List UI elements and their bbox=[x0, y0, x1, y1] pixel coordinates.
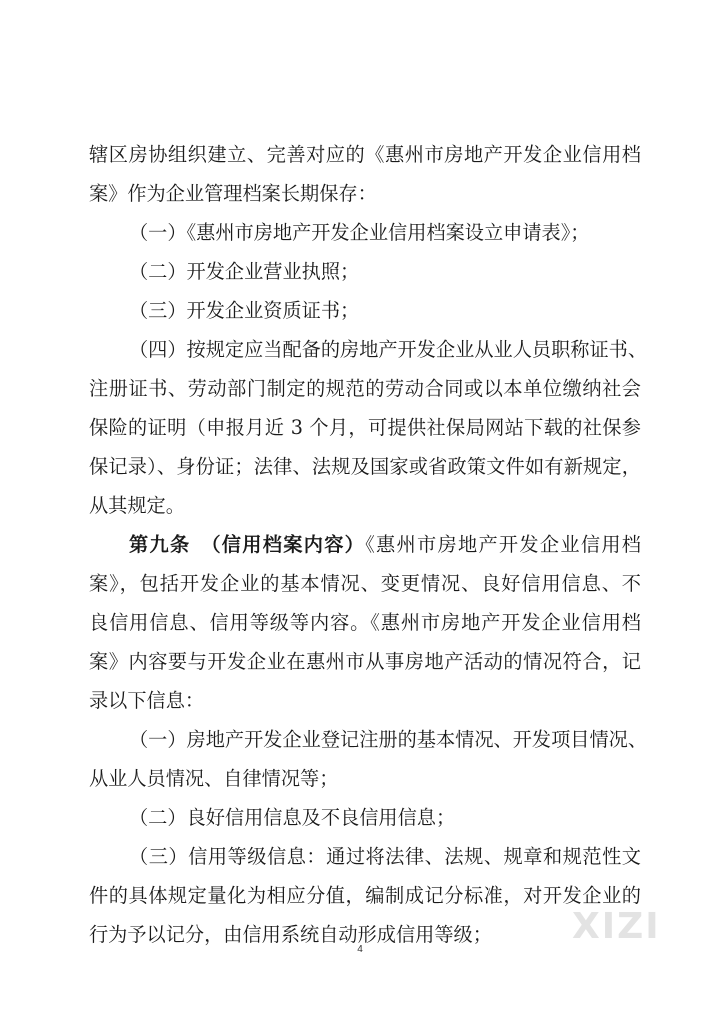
text-line: 案》内容要与开发企业在惠州市从事房地产活动的情况符合，记 bbox=[89, 650, 641, 673]
text-line: 录以下信息： bbox=[89, 689, 205, 712]
list-item: （三）信用等级信息：通过将法律、法规、规章和规范性文 bbox=[129, 845, 641, 868]
list-item: （二）开发企业营业执照； bbox=[129, 260, 360, 283]
list-item: （一）《惠州市房地产开发企业信用档案设立申请表》； bbox=[129, 221, 590, 244]
watermark-logo: XIZI bbox=[572, 906, 661, 947]
text-line: 案》作为企业管理档案长期保存： bbox=[89, 182, 377, 205]
text-line: 保记录）、身份证；法律、法规及国家或省政策文件如有新规定， bbox=[89, 455, 641, 478]
text-line: 辖区房协组织建立、完善对应的《惠州市房地产开发企业信用档 bbox=[89, 143, 641, 166]
page-number: 4 bbox=[357, 944, 363, 955]
text-line: 良信用信息、信用等级等内容。《惠州市房地产开发企业信用档 bbox=[89, 611, 641, 634]
text-line: 案》，包括开发企业的基本情况、变更情况、良好信用信息、不 bbox=[89, 572, 641, 595]
list-item: （四）按规定应当配备的房地产开发企业从业人员职称证书、 bbox=[129, 338, 648, 361]
article-9-first-line bbox=[89, 525, 641, 564]
text-line: 注册证书、劳动部门制定的规范的劳动合同或以本单位缴纳社会 bbox=[89, 377, 641, 400]
list-item: （二）良好信用信息及不良信用信息； bbox=[129, 806, 456, 829]
text-line: 保险的证明（申报月近 3 个月，可提供社保局网站下载的社保参 bbox=[89, 416, 641, 439]
body-text bbox=[89, 135, 648, 954]
article-text: 《惠州市房地产开发企业信用档 bbox=[365, 533, 641, 556]
article-heading: 第九条 （信用档案内容） bbox=[129, 533, 366, 556]
list-item: （三）开发企业资质证书； bbox=[129, 299, 360, 322]
list-item: （一）房地产开发企业登记注册的基本情况、开发项目情况、 bbox=[129, 728, 648, 751]
text-line: 从其规定。 bbox=[89, 494, 185, 517]
text-line: 件的具体规定量化为相应分值，编制成记分标准，对开发企业的 bbox=[89, 884, 641, 907]
text-line: 行为予以记分，由信用系统自动形成信用等级； bbox=[89, 923, 492, 946]
text-line: 从业人员情况、自律情况等； bbox=[89, 767, 339, 790]
